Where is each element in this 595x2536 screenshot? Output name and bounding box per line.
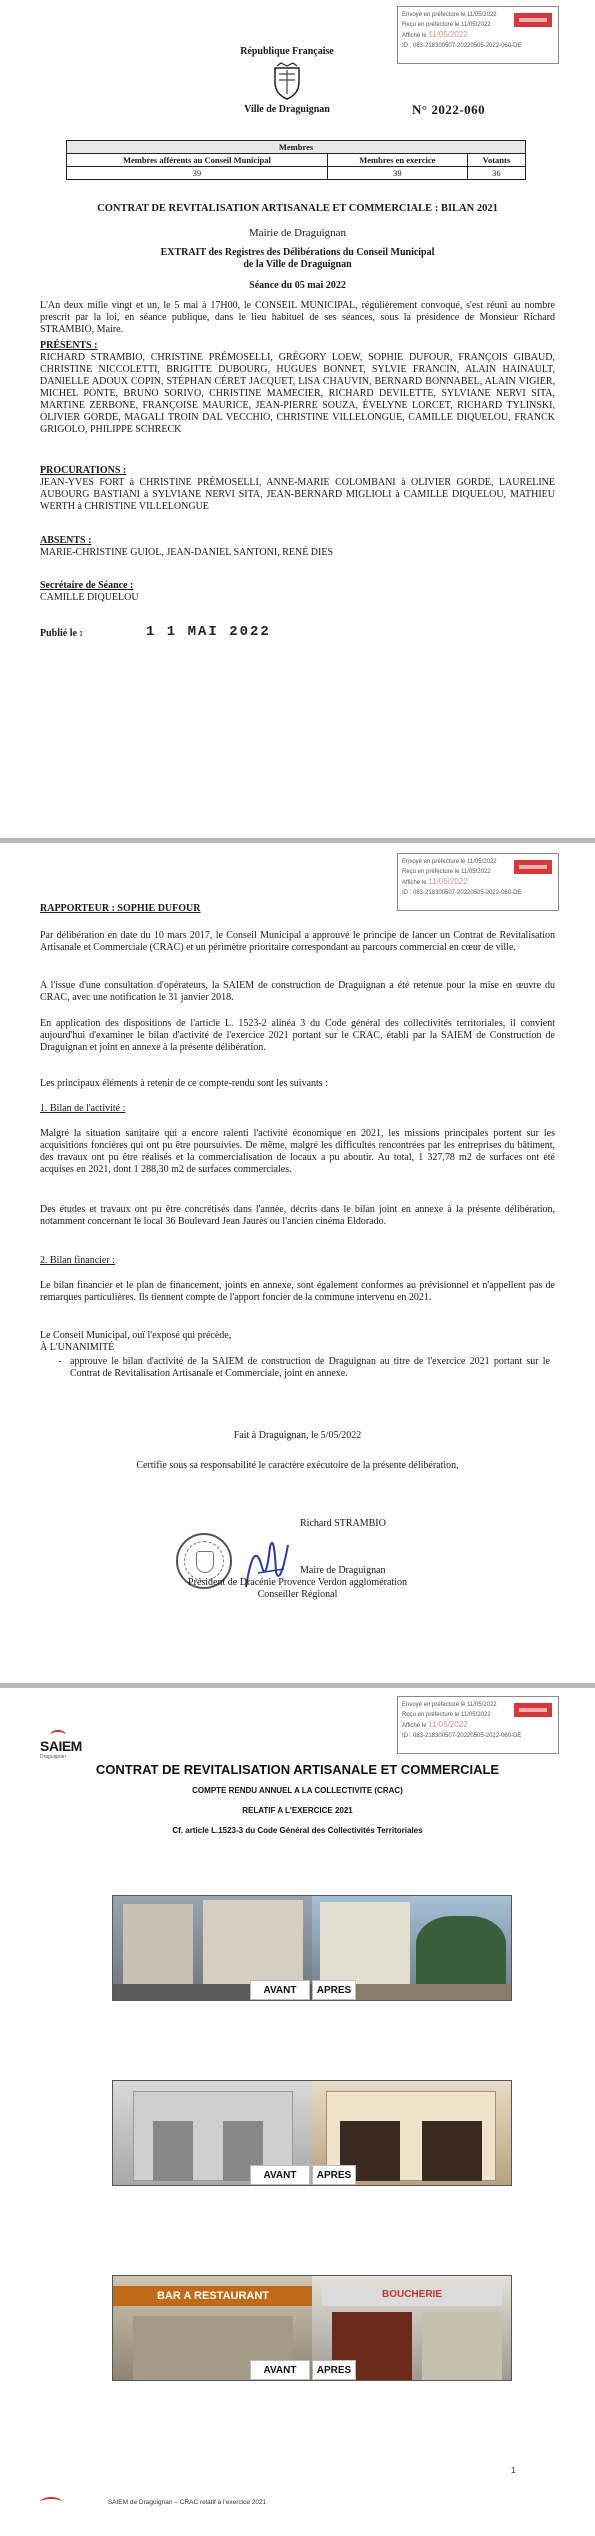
publie-label: Publié le : (40, 628, 83, 639)
paragraph-consultation: A l'issue d'une consultation d'opérateurs, la SAIEM de construction de Draguignan a été retenue pour la mise en œuvre du CRAC, avec une notification le 31 janvier 2018. (40, 980, 555, 1003)
contract-title: CONTRAT DE REVITALISATION ARTISANALE ET COMMERCIALE : BILAN 2021 (97, 203, 498, 214)
certifie-line: Certifie sous sa responsabilité le caractère exécutoire de la présente délibération, (136, 1460, 459, 1471)
intro-paragraph: L'An deux mille vingt et un, le 5 mai à 17H00, le CONSEIL MUNICIPAL, régulièrement convoqué, s'est réuni au nombre prescrit par la loi, en séance publique, dans le lieu habituel de ses séances, sous la présidence de Monsieur Richard STRAMBIO, Maire. (40, 300, 555, 335)
fait-a-draguignan: Fait à Draguignan, le 5/05/2022 (233, 1430, 362, 1441)
city-name: Ville de Draguignan (244, 104, 330, 115)
stamp-recu: Reçu en préfecture le 11/05/2022 (402, 22, 491, 28)
mairie-heading: Mairie de Draguignan (248, 227, 347, 239)
paragraph-application: En application des dispositions de l'article L. 1523-2 alinéa 3 du Code général des collectivités territoriales, il convient aujourd'hui d'examiner le bilan d'activité de l'exercice 2021 portant sur le CRAC, établi par la SAIEM de Construction de Draguignan et joint en annexe à la présente délibération. (40, 1018, 555, 1053)
restaurant-sign: BAR A RESTAURANT (113, 2286, 313, 2306)
stamp-id: ID : 083-218300507-20220505-2022-060-DE (402, 1733, 522, 1739)
paragraph-principaux-elements: Les principaux éléments à retenir de ce compte-rendu sont les suivants : (40, 1078, 328, 1089)
apres-label: APRES (312, 2360, 356, 2380)
stamp-logo (514, 860, 552, 874)
presents-label: PRÉSENTS : (40, 340, 98, 351)
saiem-logo-sub: Draguignan (40, 1754, 66, 1760)
boucherie-sign: BOUCHERIE (322, 2284, 502, 2306)
page-number: 1 (511, 2466, 516, 2475)
secretaire-label: Secrétaire de Séance : (40, 580, 134, 591)
signer-name: Richard STRAMBIO (300, 1518, 386, 1529)
secretaire-name: CAMILLE DIQUELOU (40, 592, 139, 603)
stamp-affiche-date: 11/05/2022 (428, 877, 468, 886)
republic-heading: République Française (240, 46, 334, 57)
approval-text: approuve le bilan d'activité de la SAIEM de construction de Draguignan au titre de l'exercice 2021 portant sur le Contrat de Revitalisation Artisanale et Commerciale, joint en annexe. (70, 1356, 550, 1379)
council-unanimite: À L'UNANIMITÉ (40, 1342, 115, 1353)
stamp-affiche-date: 11/05/2022 (428, 1720, 468, 1729)
stamp-affiche: Affiché le (402, 33, 427, 39)
absents-label: ABSENTS : (40, 535, 92, 546)
apres-label: APRES (312, 2165, 356, 2185)
members-header: Votants (467, 154, 525, 167)
prefecture-stamp (397, 1696, 559, 1754)
stamp-envoye: Envoyé en préfecture le 11/05/2022 (402, 12, 497, 18)
report-subtitle-3: Cf. article L.1523-3 du Code Général des Collectivités Territoriales (172, 1826, 423, 1835)
prefecture-stamp (397, 6, 559, 64)
before-after-photo-2 (112, 2080, 512, 2186)
absents-list: MARIE-CHRISTINE GUIOL, JEAN-DANIEL SANTONI, RENÉ DIES (40, 547, 334, 558)
presents-list: RICHARD STRAMBIO, CHRISTINE PRÉMOSELLI, GRÉGORY LOEW, SOPHIE DUFOUR, FRANÇOIS GIBAUD, CHRISTINE NICCOLETTI, BRIGITTE DUBOURG, HUGUES BONNET, SYLVIE FRANCIN, ALAIN HAINAULT, DANIELLE ADOUX COPIN, STÉPHAN CÉRET JACQUET, LISA CHAUVIN, BERNARD BONNABEL, ALAIN VIGIER, MICHEL PONTE, BRUNO SORIVO, CHRISTINE MAMECIER, RICHARD DEVILETTE, SYLVIANE NERVI SITA, MARTINE ZERBONE, FRANÇOISE MAURICE, JEAN-PIERRE SOUZA, ÉVELYNE LORCET, RICHARD TYLINSKI, OLIVIER GORDE, MAGALI TROIN DAL VECCHIO, CHRISTINE VILLELONGUE, CAMILLE DIQUELOU, FRANCK GRIGOLO, PHILIPPE SCHRECK (40, 352, 555, 435)
council-expose: Le Conseil Municipal, ouï l'exposé qui précède, (40, 1330, 232, 1341)
stamp-envoye: Envoyé en préfecture le 11/05/2022 (402, 1702, 497, 1708)
members-header: Membres en exercice (327, 154, 467, 167)
paragraph-etudes-travaux: Des études et travaux ont pu être concrétisés dans l'année, décrits dans le bilan joint en annexe à la présente délibération, notamment concernant le local 36 Boulevard Jean Jaurès ou l'ancien cinéma Eldorado. (40, 1204, 555, 1227)
footer-logo-icon (40, 2497, 62, 2507)
before-after-photo-1 (112, 1895, 512, 2001)
members-header: Membres afférents au Conseil Municipal (67, 154, 328, 167)
extrait-line-1: EXTRAIT des Registres des Délibérations du Conseil Municipal (160, 247, 435, 258)
avant-label: AVANT (250, 1980, 310, 2000)
avant-label: AVANT (250, 2360, 310, 2380)
before-after-photo-3 (112, 2275, 512, 2381)
procurations-list: JEAN-YVES FORT à CHRISTINE PRÉMOSELLI, ANNE-MARIE COLOMBANI à OLIVIER GORDE, LAURELINE AUBOURG BASTIANI à SYLVIANE NERVI SITA, JEAN-BERNARD MIGLIOLI à CAMILLE DIQUELOU, MATHIEU WERTH à CHRISTINE VILLELONGUE (40, 477, 555, 512)
bullet-icon: - (58, 1356, 62, 1367)
paragraph-bilan-activite: Malgré la situation sanitaire qui a encore ralenti l'activité économique en 2021, les missions principales portent sur les acquisitions foncières qui ont pu être poursuivies. De même, malgré les difficultés rencontrées par les entreprises du bâtiment, des travaux ont pu être réalisés et la commercialisation de locaux a pu aboutir. Au total, 1 327,78 m2 de surfaces ont été acquises en 2021, dont 1 288,30 m2 de surfaces commerciales. (40, 1128, 555, 1175)
stamp-id: ID : 083-218300507-20220505-2022-060-DE (402, 43, 522, 49)
members-value: 36 (467, 167, 525, 180)
members-value: 39 (67, 167, 328, 180)
members-table (66, 140, 526, 180)
footer-text: SAIEM de Draguignan – CRAC relatif à l'exercice 2021 (107, 2498, 267, 2506)
stamp-logo (514, 1703, 552, 1717)
stamp-envoye: Envoyé en préfecture le 11/05/2022 (402, 859, 497, 865)
publie-date-stamp: 1 1 MAI 2022 (146, 624, 271, 640)
procurations-label: PROCURATIONS : (40, 465, 127, 476)
paragraph-bilan-financier: Le bilan financier et le plan de financement, joints en annexe, sont également conformes au prévisionnel et n'appellent pas de remarques particulières. Ils tiennent compte de l'apport foncier de la commune intervenu en 2021. (40, 1280, 555, 1303)
saiem-logo-text: SAIEM (40, 1738, 82, 1754)
deliberation-page-1 (0, 0, 595, 838)
page-footer (40, 2497, 560, 2507)
role-maire: Maire de Draguignan (300, 1565, 386, 1576)
paragraph-deliberation-2017: Par délibération en date du 10 mars 2017, le Conseil Municipal a approuvé le principe de lancer un Contrat de Revitalisation Artisanale et Commerciale (CRAC) et un périmètre prioritaire correspondant au parcours commercial en cœur de ville. (40, 930, 555, 953)
report-subtitle-1: COMPTE RENDU ANNUEL A LA COLLECTIVITE (CRAC) (192, 1786, 403, 1795)
members-table-title: Membres (67, 141, 526, 154)
apres-label: APRES (312, 1980, 356, 2000)
stamp-affiche: Affiché le (402, 880, 427, 886)
stamp-affiche-date: 11/05/2022 (428, 30, 468, 39)
saiem-logo (40, 1738, 82, 1760)
extrait-line-2: de la Ville de Draguignan (243, 259, 352, 270)
role-conseiller: Conseiller Régional (257, 1589, 338, 1600)
stamp-logo (514, 13, 552, 27)
approval-paragraph (58, 1356, 550, 1380)
section-bilan-activite: 1. Bilan de l'activité : (40, 1103, 126, 1114)
rapporteur: RAPPORTEUR : SOPHIE DUFOUR (40, 903, 201, 914)
members-value: 39 (327, 167, 467, 180)
role-president: Président de Dracénie Provence Verdon agglomération (188, 1577, 407, 1588)
deliberation-number: N° 2022-060 (412, 102, 486, 117)
report-title: CONTRAT DE REVITALISATION ARTISANALE ET COMMERCIALE (95, 1762, 500, 1777)
stamp-recu: Reçu en préfecture le 11/05/2022 (402, 869, 491, 875)
city-crest-icon (267, 62, 307, 102)
report-subtitle-2: RELATIF A L'EXERCICE 2021 (242, 1806, 353, 1815)
avant-label: AVANT (250, 2165, 310, 2185)
stamp-recu: Reçu en préfecture le 11/05/2022 (402, 1712, 491, 1718)
stamp-affiche: Affiché le (402, 1723, 427, 1729)
seance-date: Séance du 05 mai 2022 (249, 280, 346, 291)
stamp-id: ID : 083-218300507-20220505-2022-060-DE (402, 890, 522, 896)
section-bilan-financier: 2. Bilan financier : (40, 1255, 115, 1266)
